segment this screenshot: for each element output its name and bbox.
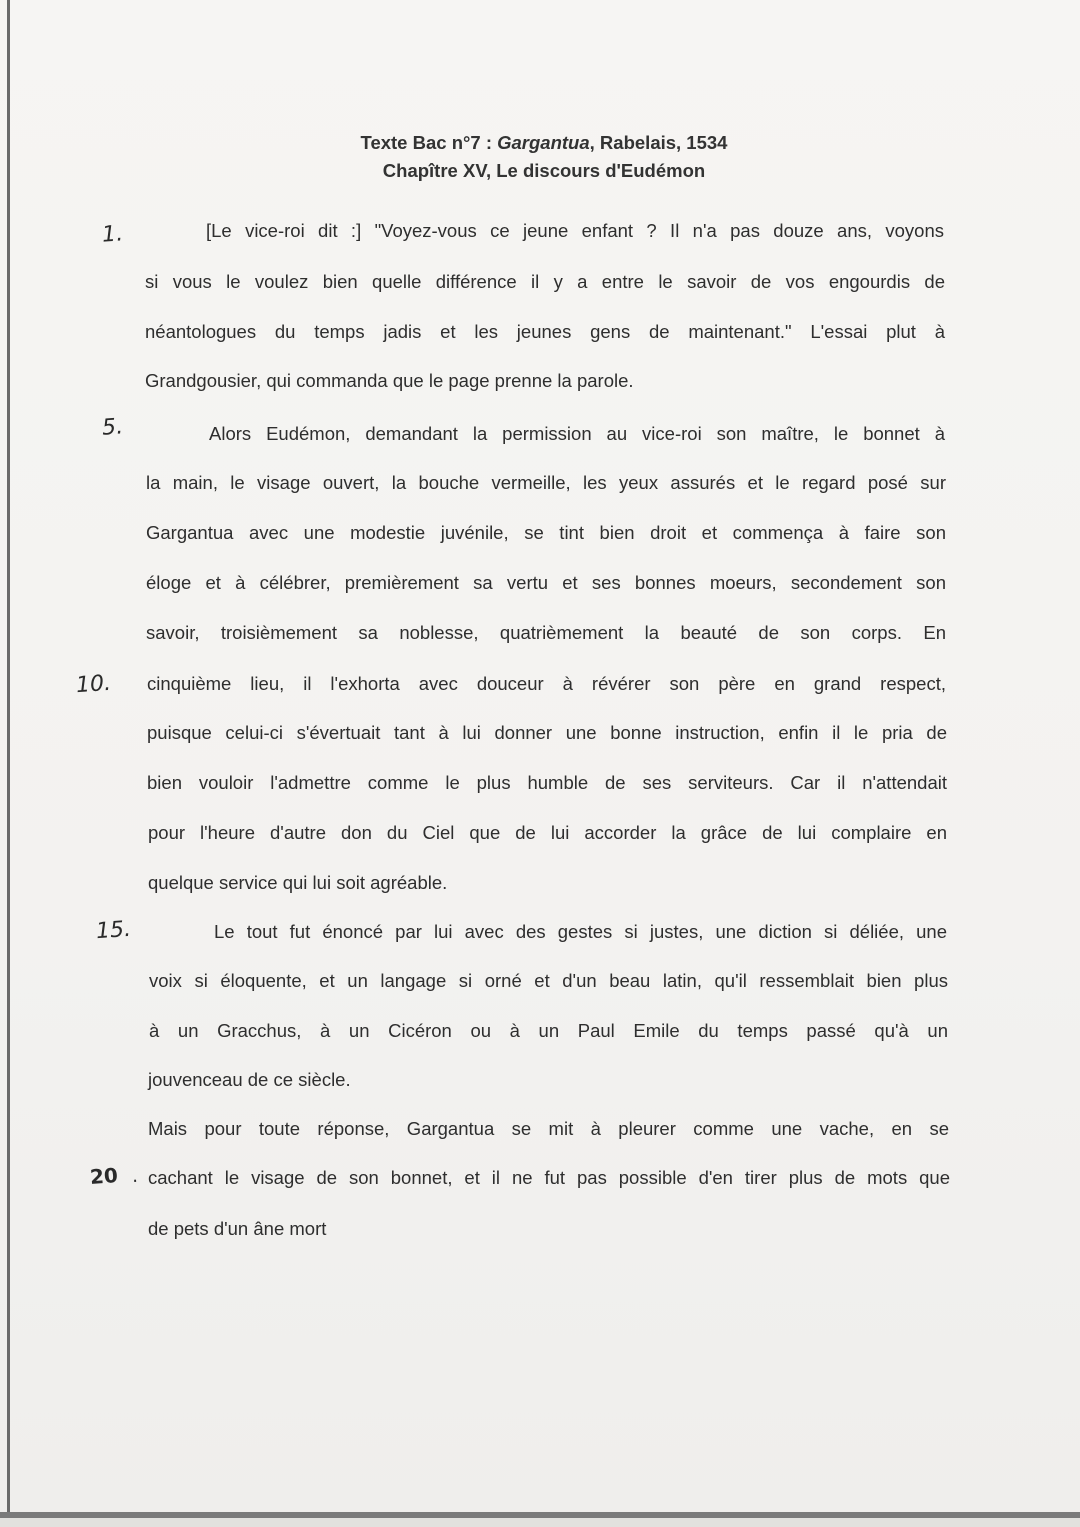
text-line-14: quelque service qui lui soit agréable.: [148, 872, 448, 893]
text-line-1: [Le vice-roi dit :] "Voyez-vous ce jeune enfant ? Il n'a pas douze ans, voyons: [206, 220, 944, 241]
text-line-2: si vous le voulez bien quelle différence il y a entre le savoir de vos engourdis de: [145, 271, 945, 292]
text-line-6: la main, le visage ouvert, la bouche vermeille, les yeux assurés et le regard posé sur: [146, 472, 946, 493]
text-line-11: puisque celui-ci s'évertuait tant à lui donner une bonne instruction, enfin il le pria de: [147, 722, 947, 743]
text-line-17: à un Gracchus, à un Cicéron ou à un Paul Emile du temps passé qu'à un: [149, 1020, 948, 1041]
line-number-dot: .: [131, 1165, 139, 1188]
line-number-1: 1.: [101, 221, 124, 248]
text-line-15: Le tout fut énoncé par lui avec des gestes si justes, une diction si déliée, une: [214, 921, 947, 942]
text-line-3: néantologues du temps jadis et les jeunes gens de maintenant." L'essai plut à: [145, 321, 945, 342]
document-subtitle: Chapître XV, Le discours d'Eudémon: [382, 160, 706, 181]
text-line-18: jouvenceau de ce siècle.: [148, 1069, 351, 1090]
line-number-15: 15.: [95, 916, 132, 945]
text-line-20: cachant le visage de son bonnet, et il ne fut pas possible d'en tirer plus de mots que: [148, 1167, 950, 1188]
text-line-10: cinquième lieu, il l'exhorta avec douceur à révérer son père en grand respect,: [147, 673, 946, 694]
text-line-19: Mais pour toute réponse, Gargantua se mit à pleurer comme une vache, en se: [148, 1118, 949, 1139]
text-line-16: voix si éloquente, et un langage si orné et d'un beau latin, qu'il ressemblait bien plus: [149, 970, 948, 991]
text-line-4: Grandgousier, qui commanda que le page prenne la parole.: [145, 370, 634, 391]
text-line-13: pour l'heure d'autre don du Ciel que de lui accorder la grâce de lui complaire en: [148, 822, 947, 843]
text-line-9: savoir, troisièmement sa noblesse, quatrièmement la beauté de son corps. En: [146, 622, 946, 643]
line-number-20: 20: [89, 1163, 119, 1189]
text-line-7: Gargantua avec une modestie juvénile, se tint bien droit et commença à faire son: [146, 522, 946, 543]
document-title: Texte Bac n°7 : Gargantua, Rabelais, 1534: [360, 132, 728, 153]
text-line-8: éloge et à célébrer, premièrement sa vertu et ses bonnes moeurs, secondement son: [146, 572, 946, 593]
text-line-12: bien vouloir l'admettre comme le plus humble de ses serviteurs. Car il n'attendait: [147, 772, 947, 793]
line-number-5: 5.: [101, 414, 124, 441]
line-number-10: 10.: [75, 670, 112, 699]
text-line-5: Alors Eudémon, demandant la permission au vice-roi son maître, le bonnet à: [209, 423, 945, 444]
page-bottom-shade: [0, 1518, 1080, 1527]
page-left-edge: [7, 0, 10, 1527]
text-line-21: de pets d'un âne mort: [148, 1218, 327, 1239]
